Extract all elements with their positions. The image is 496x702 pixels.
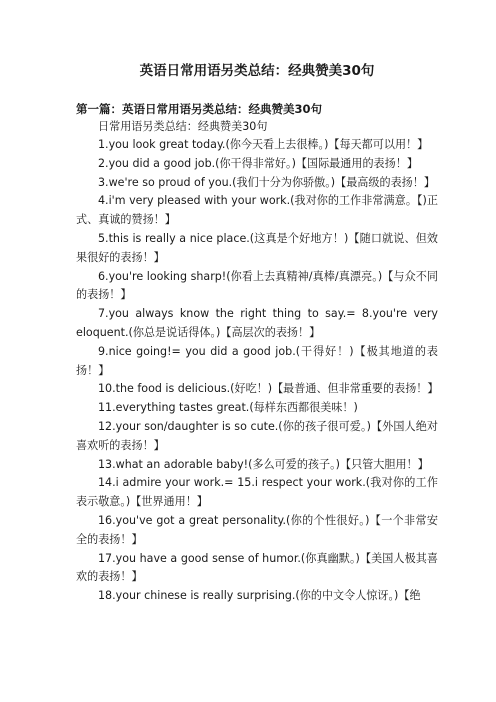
list-item: 4.i'm very pleased with your work.(我对你的工作非常满意。【)正式、真诚的赞扬！】: [76, 194, 438, 227]
section-heading: 第一篇：英语日常用语另类总结：经典赞美30句: [76, 102, 323, 116]
list-item: 18.your chinese is really surprising.(你的中文令人惊讶。)【绝: [98, 589, 421, 603]
list-item: 9.nice going!= you did a good job.(干得好！)【极其地道的表扬！】: [76, 344, 438, 377]
subtitle-paragraph: 日常用语另类总结：经典赞美30句: [98, 120, 268, 133]
list-item: 17.you have a good sense of humor.(你真幽默。)【美国人极其喜欢的表扬！】: [76, 551, 438, 584]
list-item: 1.you look great today.(你今天看上去很棒。)【每天都可以用！】: [98, 138, 429, 151]
list-item: 14.i admire your work.= 15.i respect your work.(我对你的工作表示敬意。)【世界通用！】: [76, 476, 438, 509]
list-item: 3.we're so proud of you.(我们十分为你骄傲。)【最高级的表扬！】: [98, 175, 435, 189]
list-item: 6.you're looking sharp!(你看上去真精神/真棒/真漂亮。)【与众不同的表扬！】: [76, 269, 438, 302]
list-item: 7.you always know the right thing to say.= 8.you're very eloquent.(你总是说话得体。)【高层次的表扬！】: [76, 307, 438, 339]
list-item: 11.everything tastes great.(每样东西都很美味！): [98, 401, 358, 415]
list-item: 16.you've got a great personality.(你的个性很好。)【一个非常安全的表扬！】: [76, 513, 438, 546]
document-title: 英语日常用语另类总结：经典赞美30句: [139, 63, 375, 79]
list-item: 12.your son/daughter is so cute.(你的孩子很可爱。)【外国人绝对喜欢听的表扬！】: [76, 419, 438, 452]
list-item: 13.what an adorable baby!(多么可爱的孩子。)【只管大胆用！】: [98, 457, 429, 471]
list-item: 5.this is really a nice place.(这真是个好地方！)【随口就说、但效果很好的表扬！】: [76, 231, 438, 264]
list-item: 10.the food is delicious.(好吃！)【最普通、但非常重要的表扬！】: [98, 382, 439, 396]
list-item: 2.you did a good job.(你干得非常好。)【国际最通用的表扬！】: [98, 156, 418, 170]
